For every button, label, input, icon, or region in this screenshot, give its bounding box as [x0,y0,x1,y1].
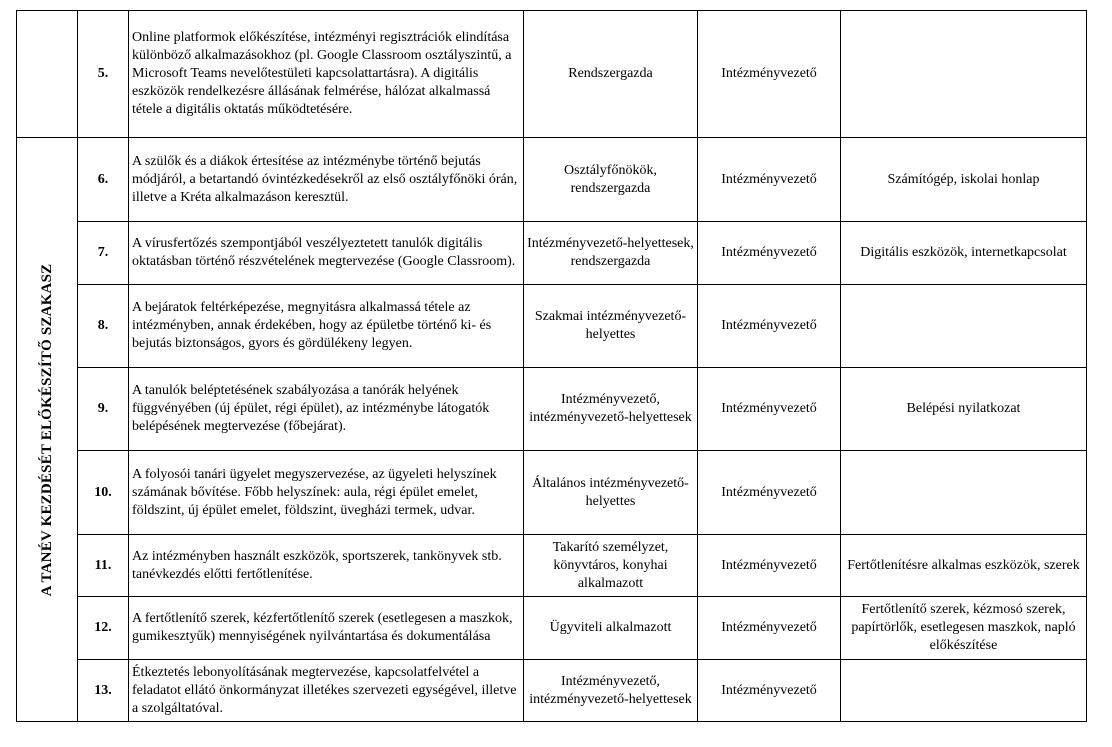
table-row [17,222,1087,285]
supervisor-cell: Intézményvezető [698,11,841,138]
row-number: 12. [78,597,129,660]
row-number: 8. [78,285,129,368]
row-number: 6. [78,138,129,222]
responsible-cell: Általános intézményvezető-helyettes [524,451,698,535]
resources-cell [841,451,1087,535]
row-number: 11. [78,535,129,597]
supervisor-cell: Intézményvezető [698,451,841,535]
row-number: 10. [78,451,129,535]
task-description: Az intézményben használt eszközök, sportszerek, tankönyvek stb. tanévkezdés előtti fertőtlenítése. [129,535,524,597]
responsible-cell: Szakmai intézményvezető-helyettes [524,285,698,368]
resources-cell: Digitális eszközök, internetkapcsolat [841,222,1087,285]
supervisor-cell: Intézményvezető [698,368,841,451]
resources-cell [841,11,1087,138]
resources-cell: Belépési nyilatkozat [841,368,1087,451]
table-row [17,285,1087,368]
task-description: A vírusfertőzés szempontjából veszélyeztetett tanulók digitális oktatásban történő részvételének megtervezése (Google Classroom). [129,222,524,285]
table-row [17,660,1087,722]
responsible-cell: Intézményvezető-helyettesek, rendszergazda [524,222,698,285]
table-row [17,138,1087,222]
row-number: 9. [78,368,129,451]
supervisor-cell: Intézményvezető [698,285,841,368]
resources-cell: Számítógép, iskolai honlap [841,138,1087,222]
resources-cell [841,285,1087,368]
task-description: Étkeztetés lebonyolításának megtervezése, kapcsolatfelvétel a feladatot ellátó önkormányzat illetékes szervezeti egységével, illetve a szolgáltatóval. [129,660,524,722]
responsible-cell: Osztályfőnökök, rendszergazda [524,138,698,222]
table-row [17,368,1087,451]
supervisor-cell: Intézményvezető [698,535,841,597]
table-row [17,11,1087,138]
task-description: Online platformok előkészítése, intézményi regisztrációk elindítása különböző alkalmazásokhoz (pl. Google Classroom osztályszintű, a Microsoft Teams nevelőtestületi kapcsolattartásra). A digitális eszközök rendelkezésre állásának felmérése, hálózat alkalmassá tétele a digitális oktatás működtetésére. [129,11,524,138]
supervisor-cell: Intézményvezető [698,222,841,285]
resources-cell: Fertőtlenítésre alkalmas eszközök, szerek [841,535,1087,597]
task-description: A bejáratok feltérképezése, megnyitásra alkalmassá tétele az intézményben, annak érdekében, hogy az épületbe történő ki- és bejutás biztonságos, gyors és gördülékeny legyen. [129,285,524,368]
resources-cell [841,660,1087,722]
action-plan-table [16,10,1087,722]
row-number: 13. [78,660,129,722]
task-description: A folyosói tanári ügyelet megyszervezése, az ügyeleti helyszínek számának bővítése. Főbb helyszínek: aula, régi épület emelet, földszint, új épület emelet, földszint, üvegházi termek, udvar. [129,451,524,535]
row-number: 7. [78,222,129,285]
responsible-cell: Ügyviteli alkalmazott [524,597,698,660]
task-description: A szülők és a diákok értesítése az intézménybe történő bejutás módjáról, a betartandó óvintézkedésekről az első osztályfőnöki órán, illetve a Kréta alkalmazáson keresztül. [129,138,524,222]
responsible-cell: Rendszergazda [524,11,698,138]
task-description: A fertőtlenítő szerek, kézfertőtlenítő szerek (esetlegesen a maszkok, gumikesztyűk) mennyiségének nyilvántartása és dokumentálása [129,597,524,660]
responsible-cell: Takarító személyzet, könyvtáros, konyhai alkalmazott [524,535,698,597]
task-description: A tanulók beléptetésének szabályozása a tanórák helyének függvényében (új épület, régi épület), az intézménybe látogatók belépésének megtervezése (főbejárat). [129,368,524,451]
table-row [17,535,1087,597]
table-row [17,451,1087,535]
previous-phase-cell [17,11,78,138]
supervisor-cell: Intézményvezető [698,138,841,222]
supervisor-cell: Intézményvezető [698,660,841,722]
responsible-cell: Intézményvezető, intézményvezető-helyettesek [524,660,698,722]
supervisor-cell: Intézményvezető [698,597,841,660]
table-row [17,597,1087,660]
phase-label-cell [17,138,78,722]
phase-label: A TANÉV KEZDÉSÉT ELŐKÉSZÍTŐ SZAKASZ [39,263,55,596]
resources-cell: Fertőtlenítő szerek, kézmosó szerek, papírtörlők, esetlegesen maszkok, napló előkészítése [841,597,1087,660]
row-number: 5. [78,11,129,138]
responsible-cell: Intézményvezető, intézményvezető-helyettesek [524,368,698,451]
